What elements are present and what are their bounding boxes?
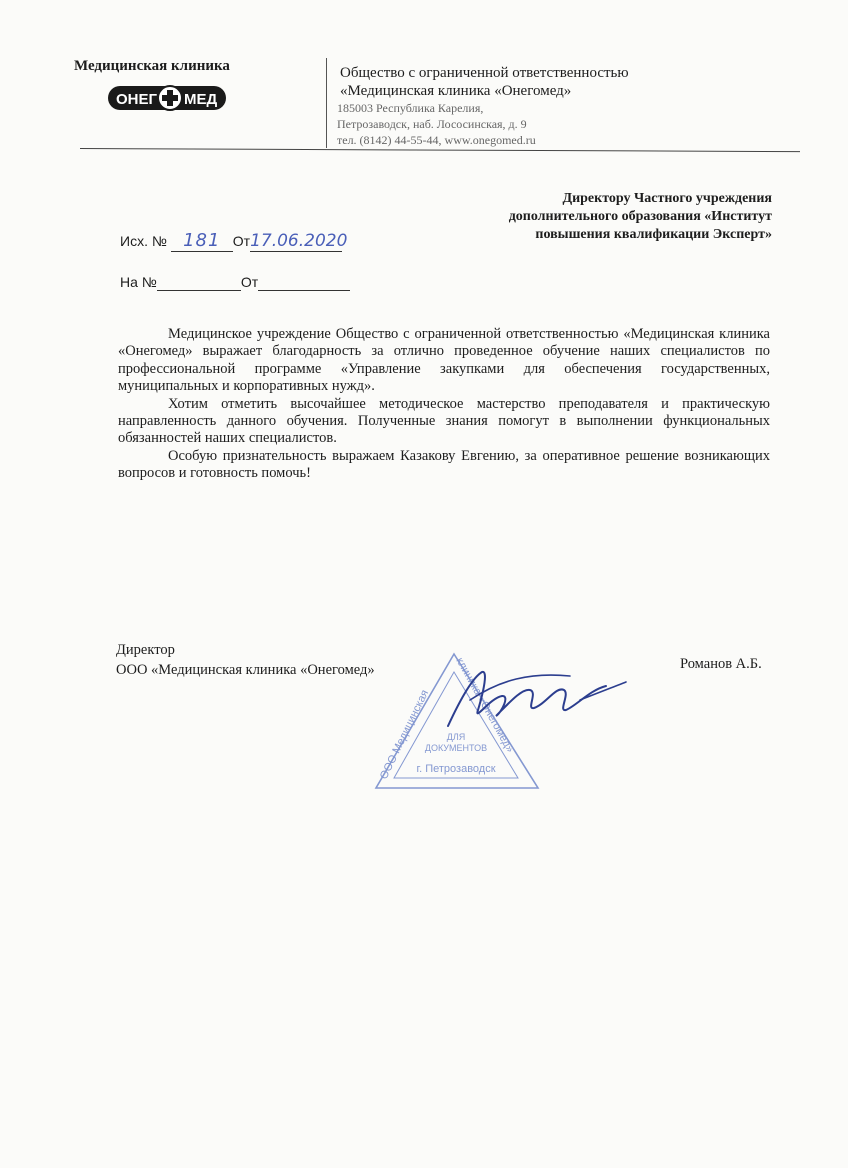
organization-name	[340, 64, 629, 100]
recipient-line: повышения квалификации Эксперт»	[535, 227, 772, 242]
org-line: «Медицинская клиника «Онегомед»	[340, 83, 572, 99]
incoming-date-field	[258, 274, 350, 291]
svg-text:ОНЕГ: ОНЕГ	[116, 91, 158, 108]
outgoing-date-field	[250, 231, 348, 252]
handwritten-signature	[430, 660, 630, 740]
recipient-line: дополнительного образования «Институт	[508, 209, 772, 224]
clinic-name: Медицинская клиника	[74, 58, 230, 74]
incoming-number-field	[157, 274, 241, 291]
body-paragraph: Хотим отметить высочайшее методическое мастерство преподавателя и практическую направленность данного обучения. Полученные знания помогут в выполнении функциональных обязанностей наших специалистов.	[118, 395, 770, 447]
body-paragraph: Медицинское учреждение Общество с ограниченной ответственностью «Медицинская клиника «Онегомед» выражает благодарность за отлично проведенное обучение наших специалистов по профессиональной программе «Управление закупками для обеспечения государственных, муниципальных и корпоративных нужд».	[118, 326, 770, 395]
organization-address	[337, 100, 536, 148]
outgoing-reference	[120, 230, 348, 252]
contact-line: тел. (8142) 44-55-44, www.onegomed.ru	[337, 133, 536, 147]
signatory-title	[116, 640, 375, 680]
letter-body	[118, 326, 770, 483]
body-paragraph: Особую признательность выражаем Казакову Евгению, за оперативное решение возникающих вопросов и готовность помочь!	[118, 447, 770, 482]
header-divider-horizontal	[80, 148, 800, 152]
onegomed-logo	[108, 82, 226, 114]
svg-text:г. Петрозаводск: г. Петрозаводск	[416, 763, 496, 775]
outgoing-date-label: От	[232, 233, 251, 249]
incoming-reference	[120, 274, 350, 291]
signatory-position: Директор	[116, 642, 175, 658]
address-line: Петрозаводск, наб. Лососинская, д. 9	[337, 117, 527, 131]
outgoing-date: 17.06.2020	[250, 231, 348, 251]
outgoing-number-field	[171, 230, 233, 252]
svg-text:МЕД: МЕД	[184, 91, 218, 108]
address-line: 185003 Республика Карелия,	[337, 101, 484, 115]
svg-text:ДЛЯ: ДЛЯ	[446, 732, 466, 742]
header-divider-vertical	[326, 58, 327, 148]
outgoing-number: 181	[183, 230, 221, 251]
incoming-date-label: От	[240, 274, 259, 290]
signatory-organization: ООО «Медицинская клиника «Онегомед»	[116, 662, 375, 678]
recipient-line: Директору Частного учреждения	[562, 191, 772, 206]
signatory-name: Романов А.Б.	[680, 656, 762, 672]
org-line: Общество с ограниченной ответственностью	[340, 65, 629, 81]
svg-text:ООО Медицинская: ООО Медицинская	[377, 688, 432, 782]
svg-text:клиника «Онегомед»: клиника «Онегомед»	[453, 655, 516, 755]
outgoing-number-label: Исх. №	[120, 233, 167, 249]
svg-text:ДОКУМЕНТОВ: ДОКУМЕНТОВ	[424, 743, 488, 753]
incoming-number-label: На №	[120, 274, 157, 290]
recipient-block	[509, 190, 772, 244]
